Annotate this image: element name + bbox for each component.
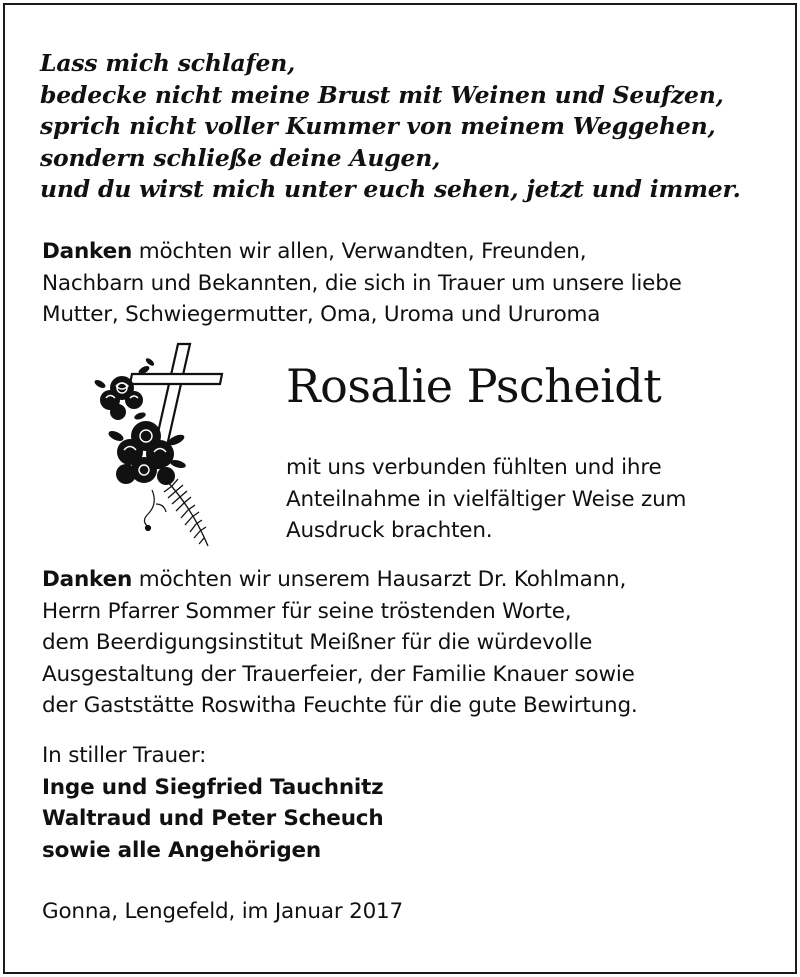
thanks-line: Anteilnahme in vielfältiger Weise zum bbox=[286, 486, 687, 512]
thanks-line: mit uns verbunden fühlten und ihre bbox=[286, 455, 662, 480]
thanks-text: möchten wir allen, Verwandten, Freunden, bbox=[132, 239, 587, 264]
thanks-line: dem Beerdigungsinstitut Meißner für die würdevolle bbox=[42, 630, 593, 655]
signer-line: Waltraud und Peter Scheuch bbox=[42, 806, 384, 831]
thanks-line: der Gaststätte Roswitha Feuchte für die gute Bewirtung. bbox=[42, 693, 638, 718]
signer-line: Inge und Siegfried Tauchnitz bbox=[42, 774, 384, 800]
thanks-line bbox=[42, 236, 762, 268]
thanks-paragraph-2 bbox=[42, 564, 772, 722]
thanks-text: möchten wir unserem Hausarzt Dr. Kohlmann, bbox=[132, 567, 627, 592]
thanks-keyword: Danken bbox=[42, 239, 133, 264]
poem-line: bedecke nicht meine Brust mit Weinen und Seufzen, bbox=[40, 80, 724, 109]
poem-line: sprich nicht voller Kummer von meinem Weggehen, bbox=[40, 112, 716, 140]
thanks-paragraph-1 bbox=[42, 236, 762, 331]
thanks-line: Mutter, Schwiegermutter, Oma, Uroma und Ururoma bbox=[42, 302, 601, 327]
signer-line: sowie alle Angehörigen bbox=[42, 837, 322, 863]
cross-with-roses-icon bbox=[80, 340, 230, 552]
mourning-intro: In stiller Trauer: bbox=[42, 743, 207, 768]
thanks-line: Herrn Pfarrer Sommer für seine tröstenden Worte, bbox=[42, 598, 572, 624]
poem-line: Lass mich schlafen, bbox=[40, 49, 296, 77]
thanks-keyword: Danken bbox=[42, 567, 133, 592]
mourners-block bbox=[42, 740, 642, 866]
thanks-line: Ausdruck brachten. bbox=[286, 518, 493, 543]
poem bbox=[40, 48, 770, 206]
thanks-line: Ausgestaltung der Trauerfeier, der Familie Knauer sowie bbox=[42, 661, 635, 687]
place-date: Gonna, Lengefeld, im Januar 2017 bbox=[42, 899, 404, 924]
thanks-line bbox=[42, 564, 772, 596]
poem-line: sondern schließe deine Augen, bbox=[40, 143, 441, 172]
thanks-line: Nachbarn und Bekannten, die sich in Trauer um unsere liebe bbox=[42, 270, 682, 296]
thanks-paragraph-1-continued bbox=[286, 452, 756, 547]
deceased-name: Rosalie Pscheidt bbox=[286, 359, 662, 413]
poem-line: und du wirst mich unter euch sehen, jetzt und immer. bbox=[40, 175, 741, 203]
